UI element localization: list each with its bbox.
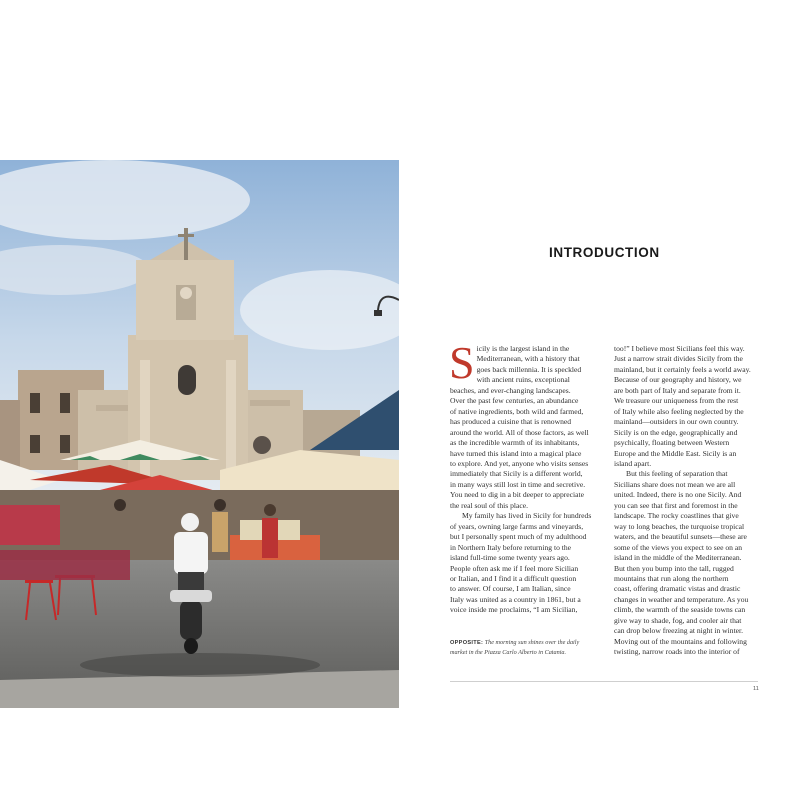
text-line: of native ingredients, both wild and farmed, (450, 406, 584, 416)
drop-cap: S (449, 337, 475, 388)
page-number: 11 (753, 686, 759, 692)
text-line: island full-time some twenty years ago. (450, 553, 570, 563)
text-line: climb, the warmth of the seaside towns can (614, 605, 746, 615)
market-photo (0, 160, 399, 708)
text-line: changes in weather and temperature. As you (614, 594, 749, 604)
text-line: voice inside me proclaims, “I am Sicilian, (450, 605, 578, 615)
text-line: Sicilians share does not mean we are all (614, 479, 736, 489)
text-line: or Italian, and I find it a difficult question (450, 573, 577, 583)
text-line: in Northern Italy before returning to the (450, 542, 572, 552)
text-page (399, 160, 800, 708)
text-line: goes back millennia. It is speckled (476, 364, 582, 374)
text-line: to answer. Of course, I am Italian, since (450, 584, 571, 594)
text-line: coast, offering dramatic vistas and drastic (614, 584, 741, 594)
text-line: We treasure our uniqueness from the rest (614, 396, 739, 406)
text-line: as the incredible warmth of its inhabitants, (450, 438, 580, 448)
text-line: give way to shade, fog, and cooler air that (614, 615, 742, 625)
text-line: waters, and the beautiful sunsets—these are (614, 532, 747, 542)
text-line: of years, owning large farms and vineyards, (450, 521, 584, 531)
photo-caption (450, 638, 600, 657)
text-column-1 (449, 337, 594, 616)
text-line: island apart. (614, 458, 652, 468)
book-spread (0, 160, 800, 708)
text-line: Europe and the Middle East. Sicily is an (614, 448, 737, 458)
text-line: but I personally spent much of my adulthood (450, 532, 587, 542)
text-line: united. Indeed, there is no one Sicily. And (614, 490, 742, 500)
text-line: the real soul of this place. (450, 500, 529, 510)
text-line: mainland—outsiders in our own country. (614, 417, 739, 427)
text-line: You need to dig in a bit deeper to appreciate (450, 490, 584, 500)
text-line: Mediterranean, with a history that (476, 354, 580, 364)
text-line: My family has lived in Sicily for hundreds (462, 511, 592, 521)
text-line: can drop below freezing at night in winter. (614, 626, 744, 636)
text-line: mainland, but it certainly feels a world away. (614, 364, 751, 374)
church-market-illustration (0, 160, 399, 708)
text-line: Because of our geography and history, we (614, 375, 742, 385)
text-line: But this feeling of separation that (626, 469, 728, 479)
text-line: icily is the largest island in the (476, 344, 570, 353)
text-line: with ancient ruins, exceptional (476, 375, 570, 385)
caption-text: market in the Piazza Carlo Alberto in Catania. (450, 649, 567, 656)
text-line: too!” I believe most Sicilians feel this way. (614, 344, 745, 353)
text-line: way to long beaches, the turquoise tropical (614, 521, 745, 531)
text-line: you can see that first and foremost in the (614, 500, 738, 510)
caption-text: The morning sun shines over the daily (484, 639, 580, 646)
footer-rule (450, 681, 758, 682)
text-line: beaches, and ever-changing landscapes. (450, 385, 571, 395)
text-line: Over the past few centuries, an abundance (450, 396, 579, 406)
text-line: mountains that run along the northern (614, 573, 729, 583)
text-line: are both part of Italy and separate from it. (614, 385, 741, 395)
text-line: have turned this island into a magical place (450, 448, 582, 458)
text-line: Moving out of the mountains and following (614, 636, 747, 646)
text-line: Italy was united as a country in 1861, but a (450, 594, 581, 604)
text-line: around the world. All of those factors, as well (450, 427, 589, 437)
text-line: in many ways still lost in time and secretive. (450, 479, 586, 489)
text-line: some of the views you expect to see on an (614, 542, 743, 552)
text-line: psychically, floating between Western (614, 438, 730, 448)
text-line: twisting, narrow roads into the interior of (614, 647, 740, 657)
text-line: island in the middle of the Mediterranean. (614, 553, 742, 563)
text-line: to explore. And yet, anyone who visits senses (450, 458, 589, 468)
text-line: Sicily is on the edge, geographically and (614, 427, 738, 437)
caption-label: OPPOSITE: (450, 640, 484, 646)
text-line: has produced a cuisine that is renowned (450, 417, 572, 427)
text-line: People often ask me if I feel more Sicilian (450, 563, 579, 573)
text-line: of Italy while also feeling neglected by the (614, 406, 744, 416)
page-heading: INTRODUCTION (549, 245, 660, 260)
text-column-2 (614, 344, 758, 658)
text-line: landscape. The rocky coastlines that give (614, 511, 739, 521)
text-line: immediately that Sicily is a different world, (450, 469, 583, 479)
text-line: Just a narrow strait divides Sicily from the (614, 354, 743, 364)
text-line: But then you bump into the tall, rugged (614, 563, 734, 573)
